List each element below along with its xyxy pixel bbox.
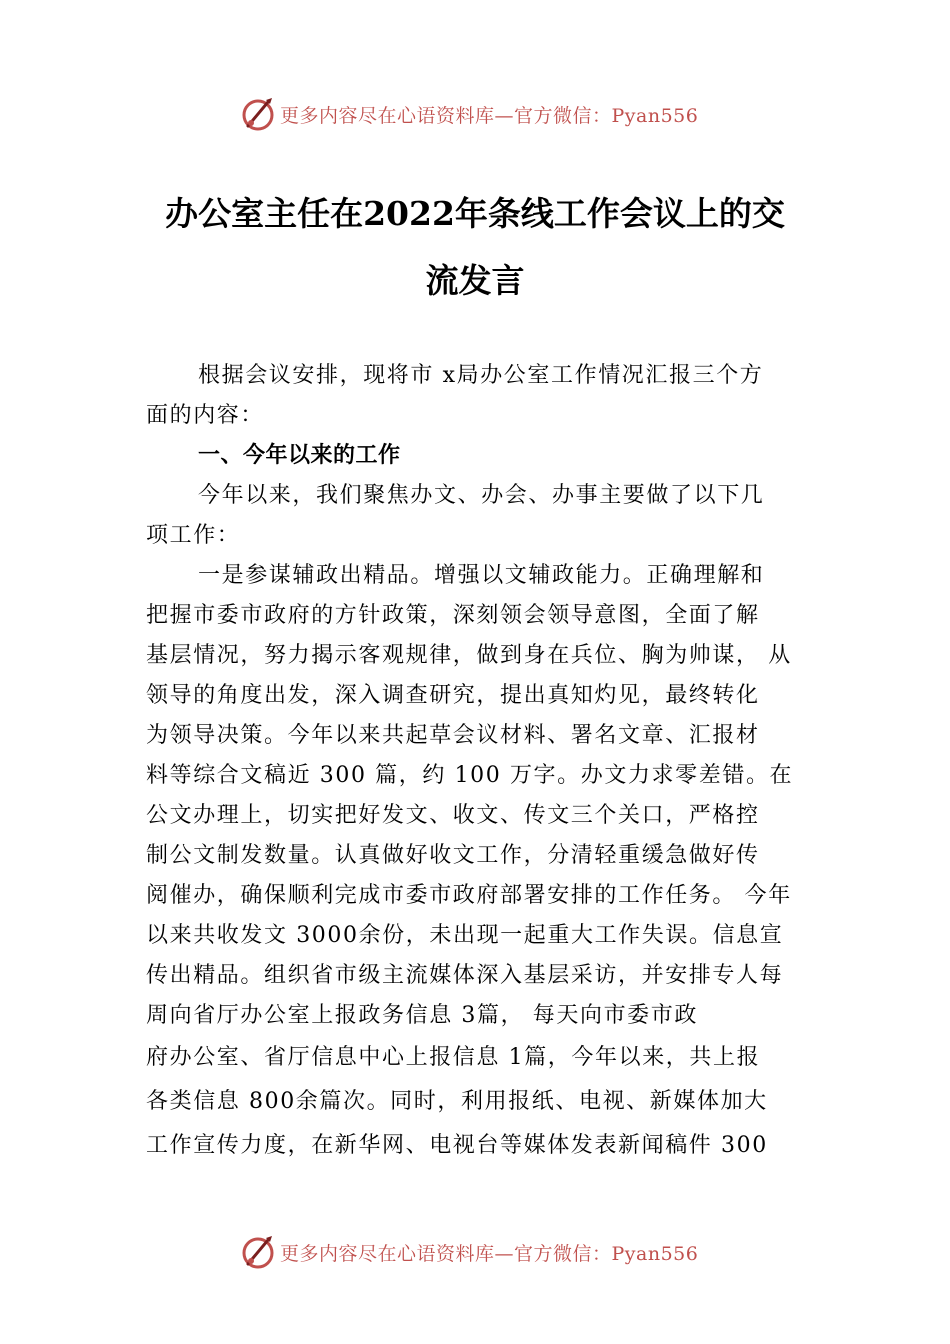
body-line: 府办公室、省厅信息中心上报信息 1篇，今年以来，共上报 <box>146 1045 761 1070</box>
document-title <box>140 180 810 314</box>
body-line: 根据会议安排，现将市 x局办公室工作情况汇报三个方 <box>198 363 764 388</box>
body-line: 领导的角度出发，深入调查研究，提出真知灼见，最终转化 <box>146 683 760 708</box>
body-line: 周向省厅办公室上报政务信息 3篇， 每天向市委市政 <box>146 1003 698 1028</box>
document-body <box>146 356 806 1168</box>
document-title-line-2: 流发言 <box>425 261 525 300</box>
body-line: 项工作： <box>146 523 241 548</box>
body-line: 传出精品。组织省市级主流媒体深入基层采访，并安排专人每 <box>146 963 784 988</box>
body-line: 一是参谋辅政出精品。增强以文辅政能力。正确理解和 <box>198 563 765 588</box>
section-heading: 一、今年以来的工作 <box>198 443 401 468</box>
body-line: 为领导决策。今年以来共起草会议材料、署名文章、汇报材 <box>146 723 760 748</box>
footer-watermark-banner <box>240 1232 760 1272</box>
body-line: 基层情况，努力揭示客观规律，做到身在兵位、胸为帅谋， 从 <box>146 643 792 668</box>
body-line: 阅催办，确保顺利完成市委市政府部署安排的工作任务。 今年 <box>146 883 792 908</box>
document-title-line-1: 办公室主任在2022年条线工作会议上的交 <box>165 194 785 233</box>
body-line: 公文办理上，切实把好发文、收文、传文三个关口，严格控 <box>146 803 760 828</box>
brush-logo-icon <box>240 96 276 132</box>
header-watermark-text: 更多内容尽在心语资料库—官方微信：Pyan556 <box>280 104 699 127</box>
body-line: 把握市委市政府的方针政策，深刻领会领导意图，全面了解 <box>146 603 760 628</box>
body-line: 工作宣传力度，在新华网、电视台等媒体发表新闻稿件 300 <box>146 1133 768 1158</box>
footer-watermark-text: 更多内容尽在心语资料库—官方微信：Pyan556 <box>280 1242 699 1265</box>
body-line: 各类信息 800余篇次。同时，利用报纸、电视、新媒体加大 <box>146 1089 768 1114</box>
body-line: 今年以来，我们聚焦办文、办会、办事主要做了以下几 <box>198 483 765 508</box>
brush-logo-icon <box>240 1234 276 1270</box>
body-line: 制公文制发数量。认真做好收文工作，分清轻重缓急做好传 <box>146 843 760 868</box>
body-line: 面的内容： <box>146 403 265 428</box>
body-line: 料等综合文稿近 300 篇，约 100 万字。办文力求零差错。在 <box>146 763 794 788</box>
header-watermark-banner <box>240 94 760 134</box>
body-line: 以来共收发文 3000余份，未出现一起重大工作失误。信息宣 <box>146 923 784 948</box>
